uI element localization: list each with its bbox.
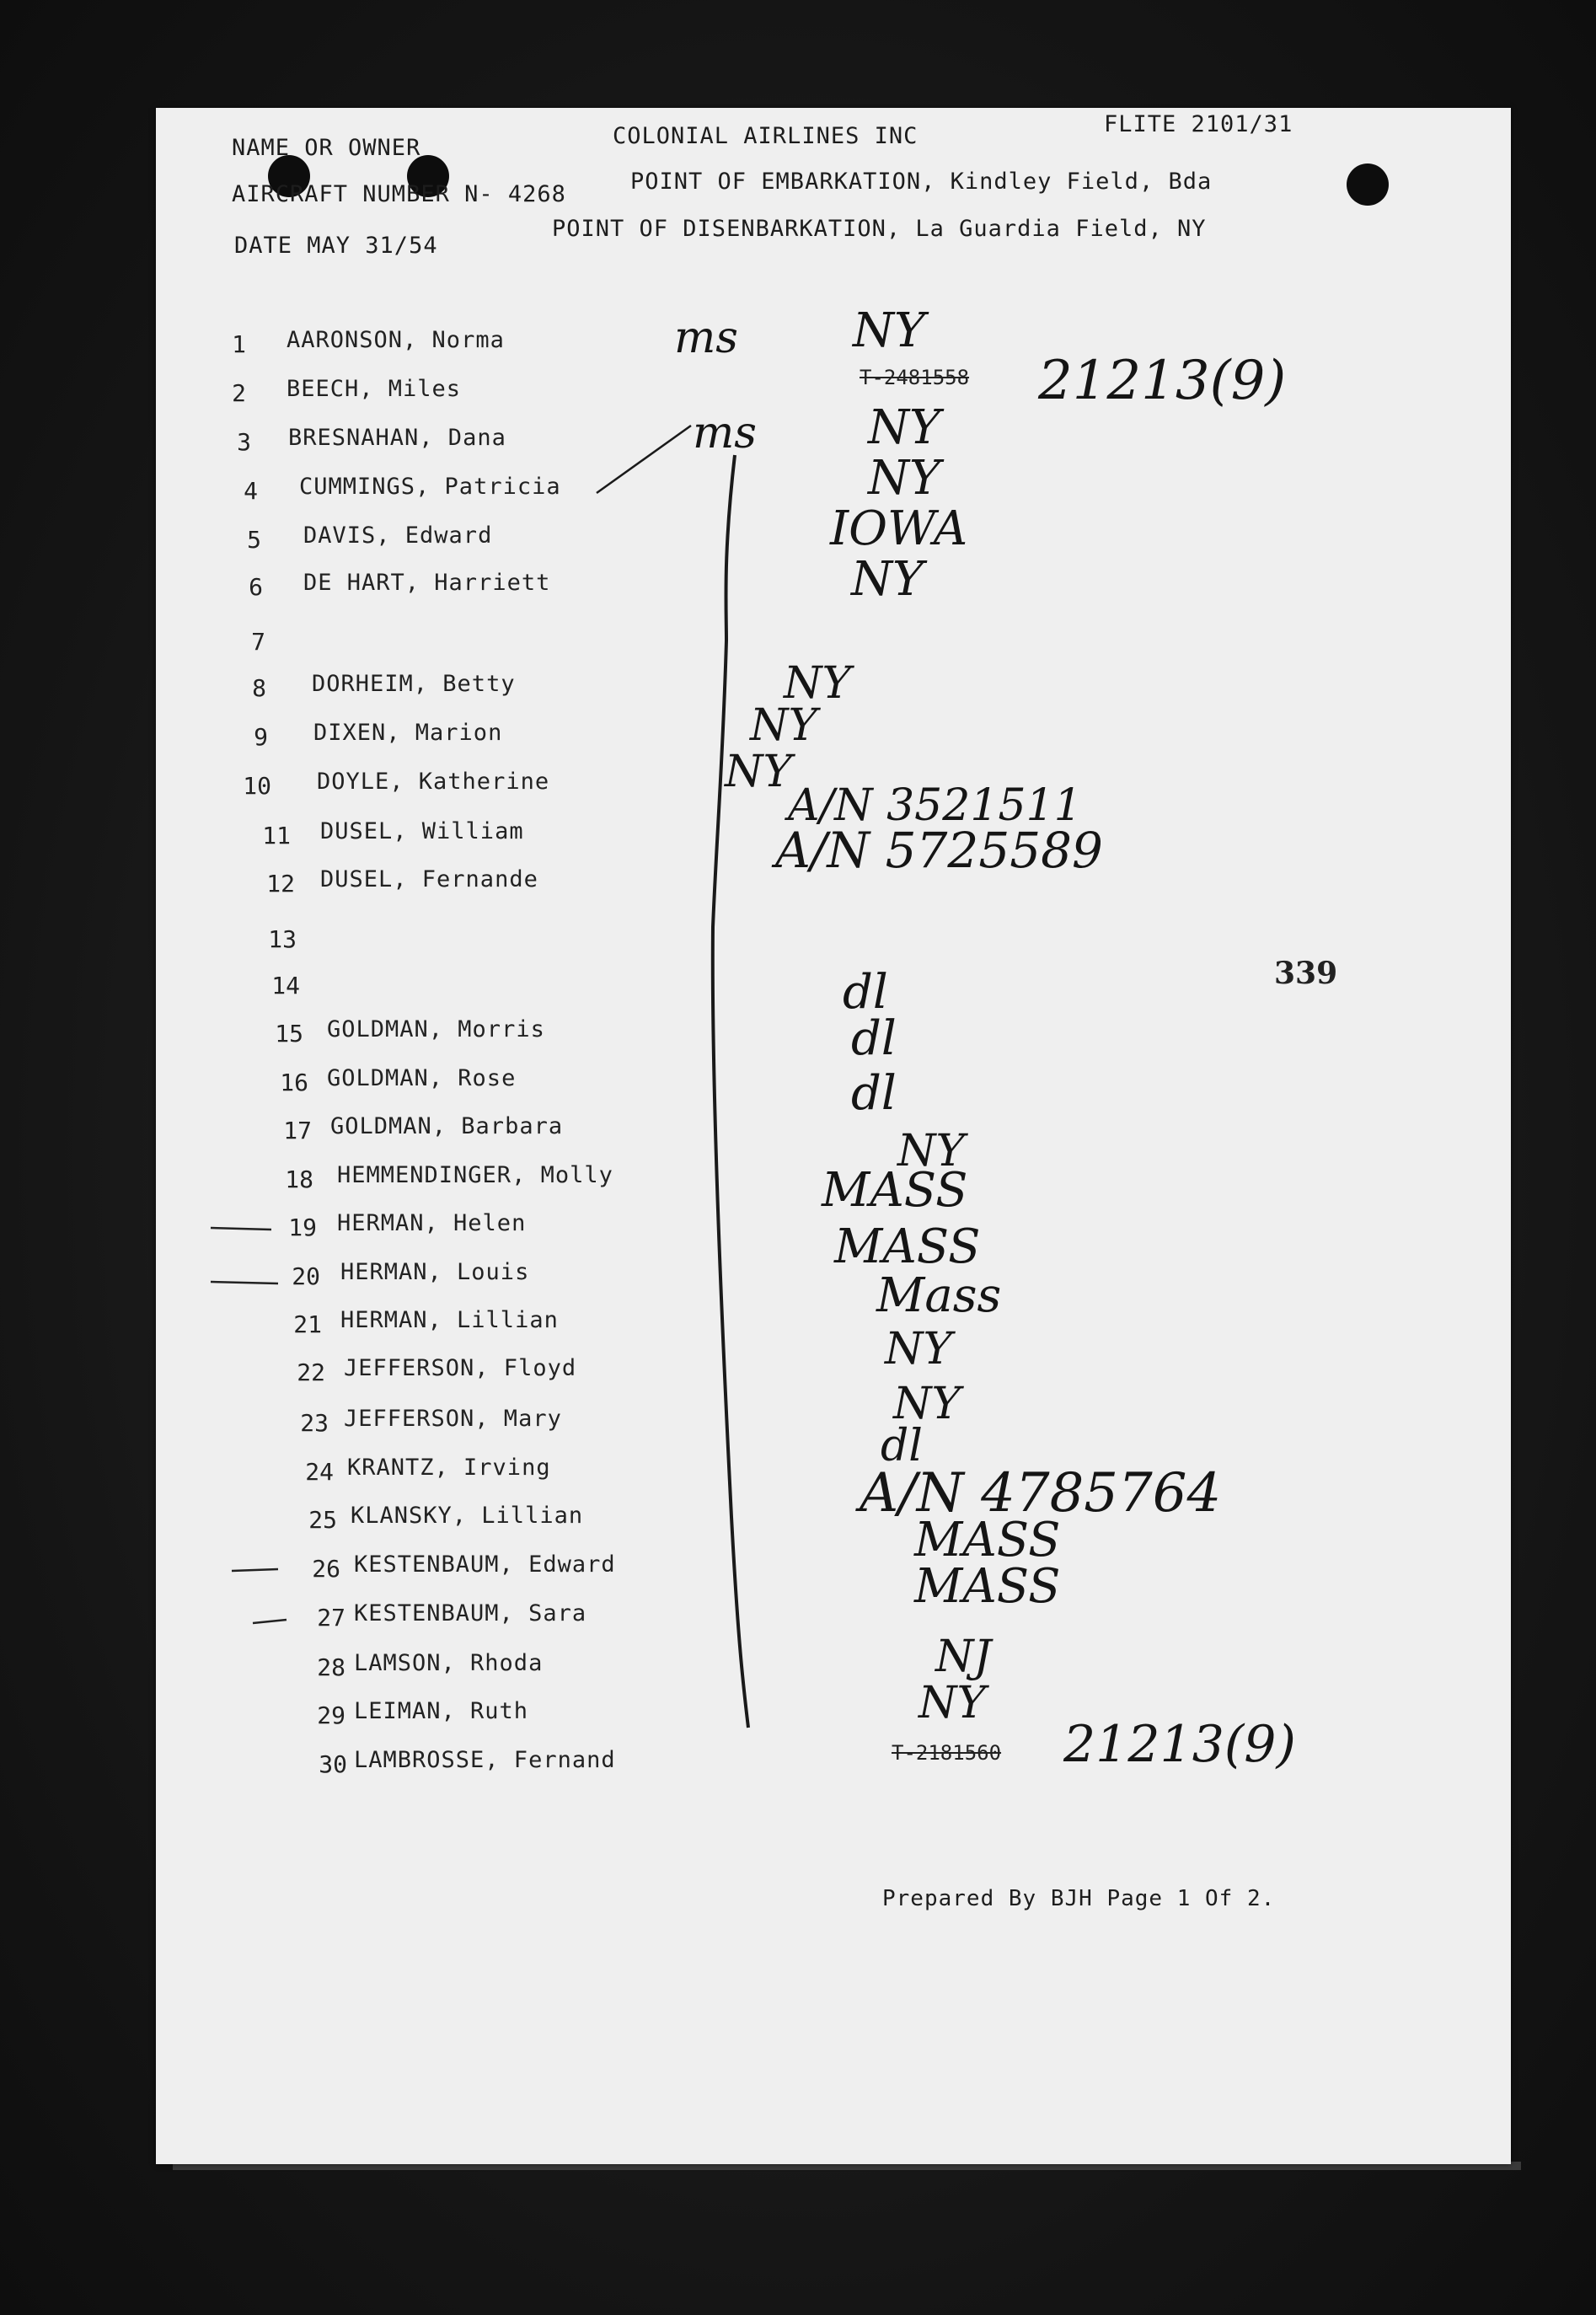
row-number: 1 xyxy=(232,330,246,358)
manifest-date: DATE MAY 31/54 xyxy=(234,233,438,259)
passenger-name: DE HART, Harriett xyxy=(303,570,551,596)
note-mass-21: Mass xyxy=(876,1268,1002,1323)
note-mass-26: MASS xyxy=(914,1513,1061,1567)
note-alien-25: A/N 4785764 xyxy=(860,1462,1222,1525)
note-ny-6: NY xyxy=(851,552,924,607)
note-ticket-1: T-2481558 xyxy=(860,366,970,389)
row-number: 2 xyxy=(232,379,246,407)
passenger-name: DUSEL, William xyxy=(320,818,524,844)
row-number: 18 xyxy=(285,1166,313,1193)
connector-line xyxy=(597,426,691,493)
passenger-name: BRESNAHAN, Dana xyxy=(288,425,506,451)
passenger-name: DUSEL, Fernande xyxy=(320,866,538,892)
note-ms-1: ms xyxy=(674,313,738,363)
passenger-name: HERMAN, Louis xyxy=(340,1259,530,1285)
note-ny-9: NY xyxy=(750,700,817,751)
note-dl-17: dl xyxy=(851,1066,897,1121)
point-of-embarkation: POINT OF EMBARKATION, Kindley Field, Bda xyxy=(630,169,1213,195)
tick-26 xyxy=(232,1569,278,1571)
airline-name: COLONIAL AIRLINES INC xyxy=(613,123,919,149)
tick-20 xyxy=(211,1282,278,1283)
row-number: 21 xyxy=(293,1310,322,1338)
note-ny-4: NY xyxy=(868,451,940,506)
passenger-name: LAMBROSSE, Fernand xyxy=(354,1747,616,1773)
passenger-name: DORHEIM, Betty xyxy=(312,671,516,697)
row-number: 16 xyxy=(280,1069,308,1096)
row-number: 14 xyxy=(271,972,300,999)
note-ny-23: NY xyxy=(893,1379,961,1429)
note-ny-1: NY xyxy=(853,303,925,358)
row-number: 20 xyxy=(292,1262,320,1290)
passenger-name: JEFFERSON, Mary xyxy=(344,1406,562,1432)
row-number: 5 xyxy=(247,526,261,554)
row-number: 8 xyxy=(252,674,266,702)
passenger-name: GOLDMAN, Barbara xyxy=(330,1113,564,1139)
passenger-name: GOLDMAN, Rose xyxy=(327,1065,517,1091)
note-mass-19: MASS xyxy=(822,1163,968,1218)
row-number: 10 xyxy=(243,772,271,800)
passenger-name: HEMMENDINGER, Molly xyxy=(337,1162,613,1188)
note-alien-11: A/N 3521511 xyxy=(788,780,1082,831)
row-number: 19 xyxy=(288,1214,317,1241)
row-number: 6 xyxy=(249,573,263,601)
row-number: 9 xyxy=(254,723,268,751)
row-number: 28 xyxy=(317,1653,345,1681)
passenger-name: DIXEN, Marion xyxy=(313,720,503,746)
note-ny-10: NY xyxy=(725,747,792,797)
passenger-name: BEECH, Miles xyxy=(287,376,462,402)
row-number: 25 xyxy=(308,1506,337,1534)
passenger-name: KRANTZ, Irving xyxy=(347,1455,551,1481)
row-number: 4 xyxy=(244,477,258,505)
note-alien-12: A/N 5725589 xyxy=(775,822,1103,879)
passenger-name: KESTENBAUM, Sara xyxy=(354,1600,587,1626)
passenger-name: JEFFERSON, Floyd xyxy=(344,1355,577,1381)
note-iowa-5: IOWA xyxy=(830,501,968,556)
footer-prepared-by: Prepared By BJH Page 1 Of 2. xyxy=(882,1886,1276,1911)
row-number: 15 xyxy=(275,1020,303,1048)
row-number: 7 xyxy=(251,628,265,656)
row-number: 3 xyxy=(237,428,251,456)
row-number: 11 xyxy=(262,822,291,849)
passenger-name: KLANSKY, Lillian xyxy=(351,1503,584,1529)
row-number: 24 xyxy=(305,1458,334,1486)
passenger-name: HERMAN, Lillian xyxy=(340,1307,559,1333)
row-number: 17 xyxy=(283,1117,312,1144)
note-ny-3: NY xyxy=(868,400,940,455)
passenger-name: LEIMAN, Ruth xyxy=(354,1698,529,1724)
note-mass-27: MASS xyxy=(914,1559,1061,1614)
passenger-name: HERMAN, Helen xyxy=(337,1210,527,1236)
row-number: 13 xyxy=(268,925,297,953)
row-number: 30 xyxy=(319,1750,347,1778)
note-dl-15: dl xyxy=(843,965,888,1020)
name-or-owner-label: NAME OR OWNER xyxy=(232,135,421,161)
note-mass-20: MASS xyxy=(834,1219,981,1274)
row-number: 27 xyxy=(317,1604,345,1632)
note-dl-24: dl xyxy=(881,1421,923,1471)
note-ny-18: NY xyxy=(897,1126,965,1176)
passenger-name: GOLDMAN, Morris xyxy=(327,1016,545,1042)
passenger-name: DOYLE, Katherine xyxy=(317,769,550,795)
row-number: 26 xyxy=(312,1555,340,1583)
tick-19 xyxy=(211,1228,271,1230)
flight-number: FLITE 2101/31 xyxy=(1104,111,1293,137)
bracket-line xyxy=(713,455,748,1728)
aircraft-number: AIRCRAFT NUMBER N- 4268 xyxy=(232,181,566,207)
note-code-30: 21213(9) xyxy=(1063,1715,1296,1774)
note-nj-28: NJ xyxy=(935,1632,992,1682)
passenger-name: DAVIS, Edward xyxy=(303,522,493,549)
note-code-1: 21213(9) xyxy=(1038,350,1287,412)
note-ny-8: NY xyxy=(784,658,851,709)
tick-27 xyxy=(253,1620,287,1623)
passenger-name: CUMMINGS, Patricia xyxy=(299,474,561,500)
note-ny-29: NY xyxy=(919,1678,986,1728)
passenger-name: KESTENBAUM, Edward xyxy=(354,1551,616,1578)
note-ms-2: ms xyxy=(693,408,757,458)
note-dl-16: dl xyxy=(851,1011,897,1066)
row-number: 22 xyxy=(297,1358,325,1386)
passenger-name: AARONSON, Norma xyxy=(287,327,505,353)
page-number: 339 xyxy=(1274,956,1338,991)
point-of-disembarkation: POINT OF DISENBARKATION, La Guardia Field, NY xyxy=(552,216,1207,242)
note-ny-22: NY xyxy=(885,1324,952,1375)
passenger-name: LAMSON, Rhoda xyxy=(354,1650,544,1676)
row-number: 12 xyxy=(266,870,295,898)
row-number: 29 xyxy=(317,1701,345,1729)
row-number: 23 xyxy=(300,1409,329,1437)
note-ticket-30: T-2181560 xyxy=(892,1741,1002,1765)
